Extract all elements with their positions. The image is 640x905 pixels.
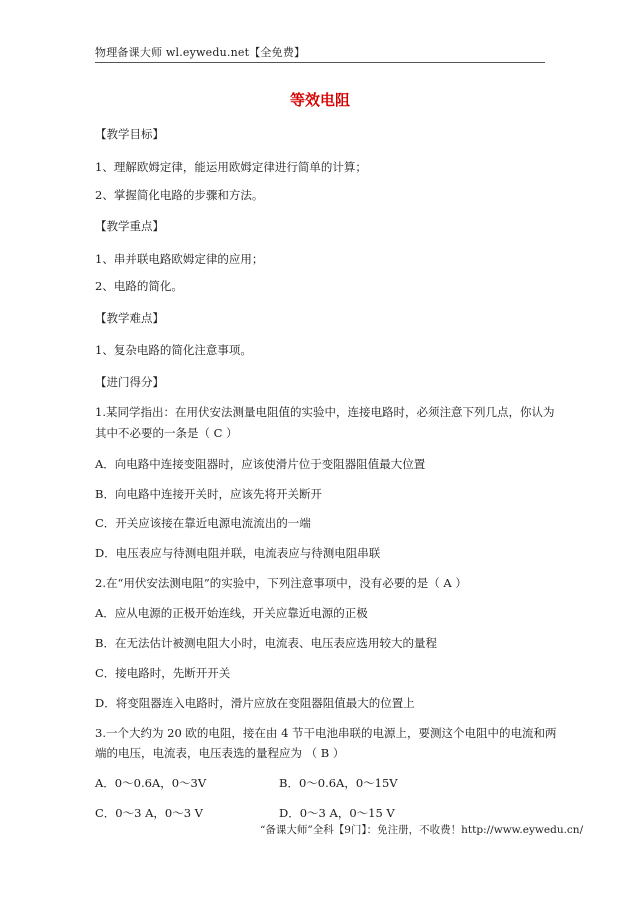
- difficulty-heading: 【教学难点】: [95, 311, 164, 325]
- question-option: C．0～3 A，0～3 V: [95, 806, 203, 820]
- question-stem: 2.在“用伏安法测电阻”的实验中，下列注意事项中，没有必要的是（ A ）: [95, 576, 467, 590]
- question-stem: 1.某同学指出：在用伏安法测量电阻值的实验中，连接电路时，必须注意下列几点，你认为: [95, 405, 555, 419]
- page-header: 物理备课大师 wl.eywedu.net【全免费】: [95, 46, 306, 59]
- question-stem: 3.一个大约为 20 欧的电阻，接在由 4 节干电池串联的电源上，要测这个电阻中的电流和两: [95, 726, 557, 740]
- question-option: B．向电路中连接开关时，应该先将开关断开: [95, 487, 322, 501]
- entry-heading: 【进门得分】: [95, 375, 164, 389]
- focus-item: 2、电路的简化。: [95, 279, 183, 293]
- document-title: 等效电阻: [289, 91, 350, 109]
- page-footer: “备课大师”全科【9门】：免注册，不收费！http://www.eywedu.cn/: [260, 824, 584, 836]
- question-option: D．0～3 A，0～15 V: [279, 806, 395, 820]
- focus-item: 1、串并联电路欧姆定律的应用；: [95, 252, 264, 266]
- goal-item: 2、掌握简化电路的步骤和方法。: [95, 188, 264, 202]
- focus-heading: 【教学重点】: [95, 219, 164, 233]
- goal-item: 1、理解欧姆定律，能运用欧姆定律进行简单的计算；: [95, 160, 367, 174]
- question-option: B．在无法估计被测电阻大小时，电流表、电压表应选用较大的量程: [95, 636, 437, 650]
- question-option: A．0～0.6A，0～3V: [95, 776, 207, 790]
- question-option: B．0～0.6A，0～15V: [279, 776, 398, 790]
- question-option: D．电压表应与待测电阻并联，电流表应与待测电阻串联: [95, 546, 381, 560]
- difficulty-item: 1、复杂电路的简化注意事项。: [95, 343, 252, 357]
- header-divider: [95, 62, 545, 63]
- question-stem: 其中不必要的一条是（ C ）: [95, 426, 238, 440]
- question-stem: 端的电压，电流表，电压表选的量程应为 （ B ）: [95, 746, 345, 760]
- question-option: C．接电路时，先断开开关: [95, 666, 231, 680]
- question-option: C．开关应该接在靠近电源电流流出的一端: [95, 516, 311, 530]
- question-option: A．应从电源的正极开始连线，开关应靠近电源的正极: [95, 606, 368, 620]
- goals-heading: 【教学目标】: [95, 127, 164, 141]
- question-option: A．向电路中连接变阻器时，应该使滑片位于变阻器阻值最大位置: [95, 457, 426, 471]
- question-option: D．将变阻器连入电路时，滑片应放在变阻器阻值最大的位置上: [95, 696, 415, 710]
